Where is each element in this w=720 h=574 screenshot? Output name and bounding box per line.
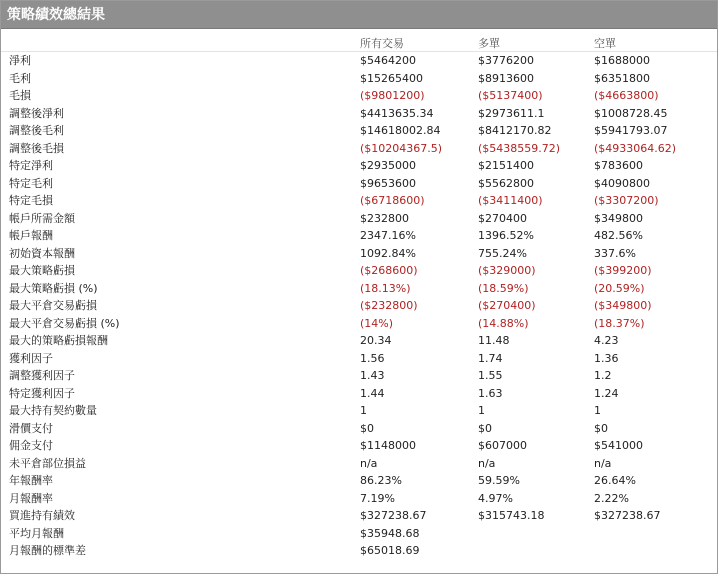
cell-value: 1.56 [360, 351, 385, 365]
row-label: 調整後毛損 [9, 141, 64, 155]
cell-value: ($5137400) [478, 89, 543, 102]
cell-value: ($270400) [478, 299, 536, 312]
row-label: 毛利 [9, 71, 31, 85]
row-label: 調整獲利因子 [9, 369, 75, 382]
cell-value: (14.88%) [478, 316, 529, 330]
cell-value: 4.23 [594, 334, 619, 347]
cell-value: $3776200 [478, 54, 534, 67]
row-label: 月報酬率 [9, 491, 53, 505]
row-label: 最大策略虧損 (%) [9, 281, 98, 295]
cell-value: $327238.67 [360, 509, 427, 522]
cell-value: 1092.84% [360, 246, 416, 260]
row-label: 帳戶所需金額 [9, 211, 75, 225]
row-label: 滑價支付 [9, 421, 53, 435]
table-row [1, 175, 717, 193]
table-row [1, 315, 717, 333]
row-label: 平均月報酬 [9, 526, 64, 540]
cell-value: 20.34 [360, 334, 392, 347]
row-label: 未平倉部位損益 [9, 456, 86, 470]
table-row [1, 192, 717, 210]
row-label: 特定淨利 [9, 159, 53, 172]
table-row [1, 367, 717, 385]
summary-table-body [1, 52, 717, 560]
cell-value: $65018.69 [360, 544, 420, 557]
row-label: 最大持有契約數量 [9, 404, 97, 417]
row-label: 特定毛利 [9, 176, 53, 190]
table-row [1, 420, 717, 438]
cell-value: ($6718600) [360, 194, 425, 207]
table-row [1, 210, 717, 228]
cell-value: (14%) [360, 316, 394, 330]
cell-value: n/a [478, 456, 496, 470]
cell-value: ($3411400) [478, 194, 543, 207]
cell-value: 482.56% [594, 229, 643, 242]
row-label: 月報酬的標準差 [9, 544, 86, 557]
cell-value: $315743.18 [478, 509, 545, 522]
cell-value: $0 [360, 421, 374, 435]
cell-value: $541000 [594, 439, 643, 452]
table-row [1, 490, 717, 508]
cell-value: $5941793.07 [594, 124, 668, 137]
cell-value: 4.97% [478, 491, 513, 505]
cell-value: ($9801200) [360, 89, 425, 102]
cell-value: 2347.16% [360, 229, 416, 242]
table-row [1, 332, 717, 350]
cell-value: $1688000 [594, 54, 650, 67]
cell-value: 1 [360, 404, 367, 417]
cell-value: $2935000 [360, 159, 416, 172]
cell-value: $270400 [478, 211, 527, 225]
cell-value: 26.64% [594, 474, 636, 487]
cell-value: 86.23% [360, 474, 402, 487]
cell-value: $0 [478, 421, 492, 435]
cell-value: 1 [594, 404, 601, 417]
cell-value: ($399200) [594, 264, 652, 277]
cell-value: $6351800 [594, 71, 650, 85]
cell-value: ($349800) [594, 299, 652, 312]
cell-value: $8913600 [478, 71, 534, 85]
cell-value: $783600 [594, 159, 643, 172]
column-header-all-trades: 所有交易 [360, 37, 404, 50]
cell-value: 59.59% [478, 474, 520, 487]
cell-value: $2151400 [478, 159, 534, 172]
row-label: 最大平倉交易虧損 (%) [9, 316, 120, 330]
cell-value: $35948.68 [360, 526, 420, 540]
cell-value: ($268600) [360, 264, 418, 277]
row-label: 調整後毛利 [9, 124, 64, 137]
cell-value: $327238.67 [594, 509, 661, 522]
cell-value: 11.48 [478, 334, 510, 347]
cell-value: 1.43 [360, 369, 385, 382]
row-label: 帳戶報酬 [9, 229, 53, 242]
cell-value: (20.59%) [594, 281, 645, 295]
cell-value: 1.74 [478, 351, 503, 365]
table-row [1, 437, 717, 455]
cell-value: $607000 [478, 439, 527, 452]
cell-value: $232800 [360, 211, 409, 225]
cell-value: $0 [594, 421, 608, 435]
cell-value: 755.24% [478, 246, 527, 260]
table-row [1, 525, 717, 543]
table-row [1, 402, 717, 420]
cell-value: $1008728.45 [594, 106, 668, 120]
table-row [1, 455, 717, 473]
cell-value: $2973611.1 [478, 106, 545, 120]
row-label: 最大策略虧損 [9, 264, 75, 277]
table-row [1, 245, 717, 263]
cell-value: ($5438559.72) [478, 141, 561, 155]
table-row [1, 105, 717, 123]
column-header-long: 多單 [478, 37, 500, 50]
table-row [1, 70, 717, 88]
cell-value: 1.24 [594, 386, 619, 400]
cell-value: 1.36 [594, 351, 619, 365]
table-row [1, 280, 717, 298]
table-row [1, 87, 717, 105]
cell-value: $5562800 [478, 176, 534, 190]
table-row [1, 227, 717, 245]
cell-value: ($4663800) [594, 89, 659, 102]
cell-value: $349800 [594, 211, 643, 225]
cell-value: 1396.52% [478, 229, 534, 242]
row-label: 佣金支付 [9, 439, 53, 452]
cell-value: 1.2 [594, 369, 612, 382]
cell-value: n/a [594, 456, 612, 470]
cell-value: $5464200 [360, 54, 416, 67]
row-label: 最大平倉交易虧損 [9, 299, 97, 312]
column-header-short: 空單 [594, 37, 616, 50]
table-row [1, 262, 717, 280]
table-row [1, 507, 717, 525]
column-header-row [1, 29, 717, 52]
table-row [1, 297, 717, 315]
cell-value: 1.55 [478, 369, 503, 382]
cell-value: ($10204367.5) [360, 141, 443, 155]
row-label: 毛損 [9, 89, 31, 102]
cell-value: (18.13%) [360, 281, 411, 295]
table-row [1, 542, 717, 560]
table-row [1, 350, 717, 368]
panel-title: 策略績效總結果 [1, 1, 717, 29]
cell-value: n/a [360, 456, 378, 470]
table-row [1, 122, 717, 140]
cell-value: 1.44 [360, 386, 385, 400]
table-row [1, 140, 717, 158]
cell-value: $1148000 [360, 439, 416, 452]
cell-value: $14618002.84 [360, 124, 441, 137]
cell-value: 2.22% [594, 491, 629, 505]
table-row [1, 472, 717, 490]
row-label: 淨利 [9, 54, 31, 67]
cell-value: ($4933064.62) [594, 141, 677, 155]
cell-value: 337.6% [594, 246, 636, 260]
table-row [1, 52, 717, 70]
table-row [1, 157, 717, 175]
cell-value: ($3307200) [594, 194, 659, 207]
cell-value: 1 [478, 404, 485, 417]
cell-value: 7.19% [360, 491, 395, 505]
cell-value: (18.37%) [594, 316, 645, 330]
row-label: 特定毛損 [9, 194, 53, 207]
cell-value: 1.63 [478, 386, 503, 400]
cell-value: $4413635.34 [360, 106, 434, 120]
table-row [1, 385, 717, 403]
cell-value: ($329000) [478, 264, 536, 277]
row-label: 初始資本報酬 [9, 246, 75, 260]
cell-value: ($232800) [360, 299, 418, 312]
cell-value: $9653600 [360, 176, 416, 190]
cell-value: $4090800 [594, 176, 650, 190]
row-label: 調整後淨利 [9, 106, 64, 120]
row-label: 年報酬率 [9, 474, 53, 487]
cell-value: $15265400 [360, 71, 423, 85]
row-label: 最大的策略虧損報酬 [9, 334, 108, 347]
row-label: 獲利因子 [9, 351, 53, 365]
cell-value: (18.59%) [478, 281, 529, 295]
row-label: 買進持有績效 [9, 509, 75, 522]
row-label: 特定獲利因子 [9, 386, 75, 400]
cell-value: $8412170.82 [478, 124, 552, 137]
